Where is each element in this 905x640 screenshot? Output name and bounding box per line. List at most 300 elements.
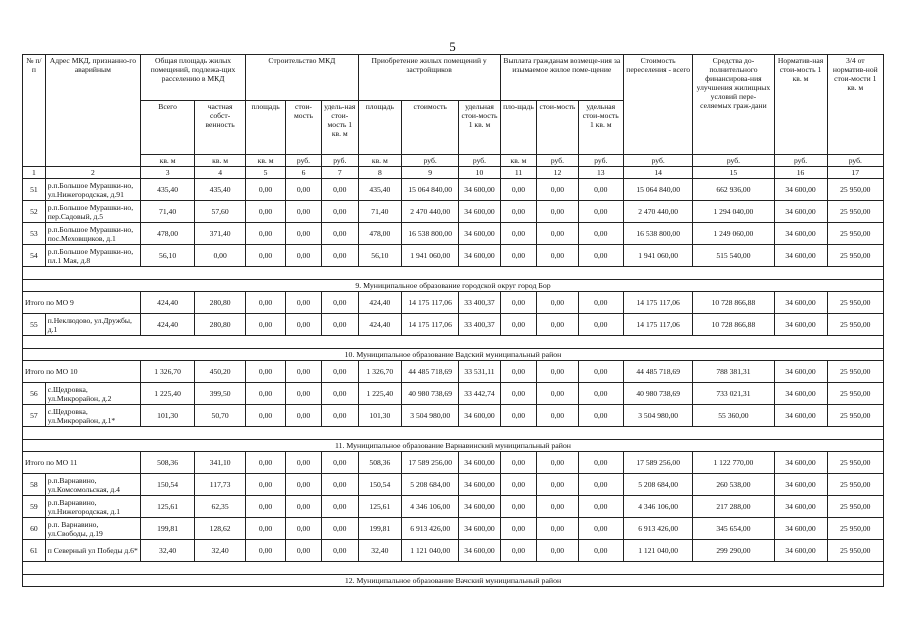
header-unit: кв. м [358,155,401,167]
table-cell: 260 538,00 [693,474,774,496]
table-cell: 34 600,00 [459,405,500,427]
table-cell: 0,00 [578,245,624,267]
table-cell: 478,00 [141,223,195,245]
table-cell: 34 600,00 [774,314,827,336]
header-col-index: 14 [624,167,693,179]
table-cell: 0,00 [321,223,358,245]
header-unit: кв. м [141,155,195,167]
table-cell: 5 208 684,00 [624,474,693,496]
table-cell: 3 504 980,00 [624,405,693,427]
table-cell: 0,00 [286,223,322,245]
table-cell: 0,00 [321,474,358,496]
table-cell: 0,00 [500,452,537,474]
table-cell: 0,00 [321,540,358,562]
table-cell: 1 122 770,00 [693,452,774,474]
table-cell: 14 175 117,06 [402,314,459,336]
table-cell: 25 950,00 [827,474,883,496]
table-cell: 16 538 800,00 [402,223,459,245]
header-subcol: Всего [141,101,195,155]
table-cell: 34 600,00 [774,518,827,540]
table-cell: 50,70 [195,405,246,427]
section-title: 12. Муниципальное образование Вачский муниципальный район [23,575,884,587]
table-cell: 0,00 [321,179,358,201]
table-cell: 199,81 [358,518,401,540]
table-cell: 6 913 426,00 [402,518,459,540]
header-unit: руб. [827,155,883,167]
table-cell: 4 346 106,00 [624,496,693,518]
header-col-index: 7 [321,167,358,179]
header-subcol: стоимость [402,101,459,155]
table-cell: 0,00 [537,361,578,383]
table-cell: 424,40 [141,314,195,336]
table-cell: 478,00 [358,223,401,245]
table-cell: 0,00 [500,405,537,427]
header-col-index: 8 [358,167,401,179]
table-cell: 0,00 [286,383,322,405]
table-cell: 0,00 [578,518,624,540]
row-number: 52 [23,201,46,223]
table-cell: 3 504 980,00 [402,405,459,427]
section-title: 9. Муниципальное образование городской округ город Бор [23,280,884,292]
table-cell: 0,00 [578,452,624,474]
table-cell: 0,00 [246,383,286,405]
table-cell: 0,00 [537,405,578,427]
table-cell: 25 950,00 [827,383,883,405]
table-cell: 217 288,00 [693,496,774,518]
table-cell: 34 600,00 [459,496,500,518]
table-row [23,245,884,267]
table-cell: 34 600,00 [774,361,827,383]
table-cell: 25 950,00 [827,314,883,336]
table-cell: 128,62 [195,518,246,540]
table-cell: 0,00 [578,292,624,314]
row-address: с.Щедровка, ул.Микрорайон, д.1* [45,405,140,427]
table-cell: 101,30 [141,405,195,427]
total-row [23,361,884,383]
table-cell: 1 326,70 [358,361,401,383]
table-cell: 0,00 [321,452,358,474]
table-cell: 0,00 [286,452,322,474]
header-col-index: 10 [459,167,500,179]
table-cell: 33 400,37 [459,314,500,336]
table-cell: 1 941 060,00 [624,245,693,267]
table-cell: 32,40 [195,540,246,562]
table-cell: 34 600,00 [459,474,500,496]
table-cell: 435,40 [358,179,401,201]
table-cell: 299 290,00 [693,540,774,562]
row-address: р.п.Большое Мурашки-но, ул.Нижегородская, д.91 [45,179,140,201]
table-cell: 0,00 [286,496,322,518]
table-cell: 0,00 [500,245,537,267]
table-cell: 0,00 [246,518,286,540]
header-col-index: 12 [537,167,578,179]
header-col-index: 16 [774,167,827,179]
table-cell: 117,73 [195,474,246,496]
table-cell: 14 175 117,06 [624,314,693,336]
spacer-cell [23,267,884,280]
table-cell: 0,00 [500,518,537,540]
header-col-construction: Строительство МКД [246,55,359,101]
table-cell: 0,00 [246,361,286,383]
table-cell: 17 589 256,00 [624,452,693,474]
header-subcol: удель-ная стои-мость 1 кв. м [321,101,358,155]
spacer-row [23,267,884,280]
table-cell: 0,00 [246,179,286,201]
header-subcol: удельная стои-мость 1 кв. м [459,101,500,155]
header-col-index: 3 [141,167,195,179]
table-cell: 34 600,00 [774,383,827,405]
row-address: п Северный ул Победы д.6* [45,540,140,562]
table-cell: 0,00 [246,474,286,496]
table-cell: 0,00 [321,361,358,383]
table-cell: 0,00 [286,179,322,201]
table-cell: 0,00 [321,496,358,518]
header-col-number: № п/п [23,55,46,167]
table-cell: 25 950,00 [827,518,883,540]
header-col-index: 15 [693,167,774,179]
spacer-cell [23,427,884,440]
table-cell: 733 021,31 [693,383,774,405]
table-cell: 0,00 [286,474,322,496]
table-cell: 32,40 [358,540,401,562]
header-col-index: 11 [500,167,537,179]
table-cell: 17 589 256,00 [402,452,459,474]
header-col-address: Адрес МКД, признанно-го аварийным [45,55,140,167]
table-cell: 34 600,00 [774,201,827,223]
table-cell: 150,54 [358,474,401,496]
row-address: р.п.Большое Мурашки-но, пер.Садовый, д.5 [45,201,140,223]
table-cell: 33 442,74 [459,383,500,405]
spacer-row [23,427,884,440]
table-cell: 371,40 [195,223,246,245]
table-cell: 0,00 [246,314,286,336]
table-body [23,179,884,587]
table-cell: 25 950,00 [827,496,883,518]
table-cell: 0,00 [578,474,624,496]
header-unit: кв. м [246,155,286,167]
table-cell: 508,36 [141,452,195,474]
table-cell: 34 600,00 [459,201,500,223]
table-cell: 25 950,00 [827,452,883,474]
row-number: 59 [23,496,46,518]
table-cell: 125,61 [358,496,401,518]
table-cell: 0,00 [537,179,578,201]
table-cell: 6 913 426,00 [624,518,693,540]
row-address: п.Неклюдово, ул.Дружбы, д.1 [45,314,140,336]
table-cell: 34 600,00 [459,518,500,540]
table-cell: 1 294 040,00 [693,201,774,223]
spacer-row [23,562,884,575]
table-cell: 0,00 [321,292,358,314]
table-cell: 0,00 [500,292,537,314]
table-cell: 25 950,00 [827,292,883,314]
table-cell: 25 950,00 [827,540,883,562]
spacer-row [23,336,884,349]
table-cell: 0,00 [578,223,624,245]
table-cell: 508,36 [358,452,401,474]
table-cell: 0,00 [286,292,322,314]
header-unit: руб. [774,155,827,167]
row-number: 58 [23,474,46,496]
header-col-index: 5 [246,167,286,179]
table-cell: 0,00 [537,452,578,474]
table-row [23,179,884,201]
total-label: Итого по МО 9 [23,292,141,314]
table-cell: 25 950,00 [827,223,883,245]
table-cell: 0,00 [537,314,578,336]
header-unit: руб. [578,155,624,167]
row-address: р.п.Варнавино, ул.Комсомольская, д.4 [45,474,140,496]
table-cell: 25 950,00 [827,361,883,383]
table-cell: 25 950,00 [827,201,883,223]
table-row [23,474,884,496]
section-row [23,280,884,292]
header-col-compensation: Выплата гражданам возмеще-ния за изымаемое жилое поме-щение [500,55,623,101]
table-cell: 150,54 [141,474,195,496]
table-cell: 399,50 [195,383,246,405]
table-header [23,55,884,179]
header-subcol: частная собст-венность [195,101,246,155]
table-cell: 34 600,00 [459,540,500,562]
header-col-index: 1 [23,167,46,179]
header-col-purchase: Приобретение жилых помещений у застройщиков [358,55,500,101]
header-unit: руб. [321,155,358,167]
table-cell: 15 064 840,00 [402,179,459,201]
table-cell: 0,00 [578,496,624,518]
table-cell: 10 728 866,88 [693,292,774,314]
table-cell: 71,40 [358,201,401,223]
row-address: р.п. Варнавино, ул.Свободы, д.19 [45,518,140,540]
header-col-norm-cost: Норматив-ная стои-мость 1 кв. м [774,55,827,155]
table-cell: 71,40 [141,201,195,223]
header-unit: руб. [286,155,322,167]
section-row [23,349,884,361]
page-number: 5 [449,39,456,54]
table-cell: 424,40 [358,292,401,314]
table-cell: 435,40 [195,179,246,201]
table-cell: 32,40 [141,540,195,562]
total-row [23,452,884,474]
table-cell: 0,00 [246,292,286,314]
table-cell: 0,00 [195,245,246,267]
section-row [23,575,884,587]
table-cell: 662 936,00 [693,179,774,201]
table-cell: 14 175 117,06 [402,292,459,314]
table-cell: 25 950,00 [827,179,883,201]
table-cell: 0,00 [286,245,322,267]
table-cell: 40 980 738,69 [402,383,459,405]
table-cell: 0,00 [321,245,358,267]
table-cell: 2 470 440,00 [624,201,693,223]
table-cell: 0,00 [246,223,286,245]
spacer-cell [23,336,884,349]
table-cell: 34 600,00 [774,223,827,245]
table-row [23,405,884,427]
table-row [23,201,884,223]
table-cell: 33 400,37 [459,292,500,314]
table-row [23,496,884,518]
table-cell: 0,00 [246,201,286,223]
header-unit: руб. [693,155,774,167]
table-cell: 56,10 [141,245,195,267]
table-cell: 345 654,00 [693,518,774,540]
table-cell: 56,10 [358,245,401,267]
table-cell: 0,00 [246,540,286,562]
row-address: р.п.Большое Мурашки-но, пл.1 Мая, д.8 [45,245,140,267]
table-cell: 125,61 [141,496,195,518]
table-cell: 0,00 [246,405,286,427]
table-cell: 0,00 [500,383,537,405]
header-unit: руб. [624,155,693,167]
table-cell: 34 600,00 [774,496,827,518]
table-cell: 34 600,00 [774,245,827,267]
table-cell: 0,00 [500,314,537,336]
table-cell: 0,00 [321,383,358,405]
table-cell: 1 225,40 [141,383,195,405]
header-col-index: 2 [45,167,140,179]
row-address: р.п.Варнавино, ул.Нижегородская, д.1 [45,496,140,518]
table-cell: 0,00 [321,518,358,540]
table-cell: 1 121 040,00 [402,540,459,562]
header-subcol: стои-мость [286,101,322,155]
header-col-total-area: Общая площадь жилых помещений, подлежа-щих расселению в МКД [141,55,246,101]
table-cell: 1 249 060,00 [693,223,774,245]
table-cell: 33 531,11 [459,361,500,383]
table-cell: 62,35 [195,496,246,518]
table-cell: 1 225,40 [358,383,401,405]
row-number: 57 [23,405,46,427]
table-cell: 34 600,00 [774,540,827,562]
resettlement-table [22,54,884,587]
header-unit: руб. [459,155,500,167]
table-cell: 0,00 [500,201,537,223]
table-cell: 55 360,00 [693,405,774,427]
total-row [23,292,884,314]
table-cell: 1 326,70 [141,361,195,383]
row-number: 55 [23,314,46,336]
table-cell: 0,00 [537,201,578,223]
table-cell: 34 600,00 [774,405,827,427]
table-cell: 424,40 [358,314,401,336]
table-cell: 34 600,00 [774,292,827,314]
row-address: с.Щедровка, ул.Микрорайон, д.2 [45,383,140,405]
table-cell: 0,00 [286,405,322,427]
table-cell: 16 538 800,00 [624,223,693,245]
header-unit: руб. [537,155,578,167]
table-cell: 0,00 [286,540,322,562]
header-subcol: площадь [246,101,286,155]
table-cell: 0,00 [321,405,358,427]
table-cell: 25 950,00 [827,405,883,427]
table-cell: 280,80 [195,314,246,336]
row-number: 61 [23,540,46,562]
table-row [23,223,884,245]
table-cell: 0,00 [286,361,322,383]
table-cell: 25 950,00 [827,245,883,267]
header-col-three-quarters: 3/4 от норматив-ной стои-мости 1 кв. м [827,55,883,155]
table-cell: 0,00 [500,474,537,496]
header-col-index: 9 [402,167,459,179]
header-unit: кв. м [500,155,537,167]
table-cell: 0,00 [578,361,624,383]
table-cell: 34 600,00 [459,452,500,474]
table-cell: 0,00 [246,452,286,474]
table-cell: 34 600,00 [459,223,500,245]
table-cell: 34 600,00 [459,179,500,201]
table-cell: 0,00 [537,496,578,518]
table-row [23,540,884,562]
table-cell: 0,00 [500,223,537,245]
table-row [23,314,884,336]
header-subcol: стои-мость [537,101,578,155]
section-row [23,440,884,452]
total-label: Итого по МО 11 [23,452,141,474]
table-cell: 0,00 [500,361,537,383]
table-cell: 0,00 [578,179,624,201]
table-cell: 199,81 [141,518,195,540]
row-number: 60 [23,518,46,540]
table-cell: 15 064 840,00 [624,179,693,201]
table-cell: 0,00 [321,314,358,336]
table-cell: 34 600,00 [774,179,827,201]
table-cell: 44 485 718,69 [624,361,693,383]
table-cell: 57,60 [195,201,246,223]
table-cell: 1 121 040,00 [624,540,693,562]
row-number: 53 [23,223,46,245]
table-cell: 0,00 [537,518,578,540]
table-cell: 34 600,00 [774,474,827,496]
table-cell: 515 540,00 [693,245,774,267]
table-cell: 2 470 440,00 [402,201,459,223]
table-cell: 4 346 106,00 [402,496,459,518]
table-cell: 0,00 [578,383,624,405]
table-cell: 450,20 [195,361,246,383]
table-cell: 5 208 684,00 [402,474,459,496]
table-cell: 0,00 [500,179,537,201]
table-cell: 0,00 [537,245,578,267]
table-cell: 0,00 [537,292,578,314]
table-cell: 34 600,00 [459,245,500,267]
section-title: 11. Муниципальное образование Варнавинский муниципальный район [23,440,884,452]
table-cell: 0,00 [578,540,624,562]
table-cell: 0,00 [246,245,286,267]
table-cell: 424,40 [141,292,195,314]
header-col-additional-funds: Средства до-полнительного финансирова-ния улучшения жилищных условий пере-селяемых граж-дани [693,55,774,155]
table-cell: 0,00 [286,201,322,223]
table-cell: 0,00 [500,496,537,518]
row-number: 56 [23,383,46,405]
table-cell: 44 485 718,69 [402,361,459,383]
row-number: 51 [23,179,46,201]
section-title: 10. Муниципальное образование Вадский муниципальный район [23,349,884,361]
table-cell: 10 728 866,88 [693,314,774,336]
header-unit: кв. м [195,155,246,167]
table-cell: 341,10 [195,452,246,474]
table-cell: 0,00 [578,405,624,427]
table-cell: 0,00 [286,518,322,540]
table-cell: 101,30 [358,405,401,427]
table-row [23,518,884,540]
table-row [23,383,884,405]
header-unit: руб. [402,155,459,167]
header-col-index: 6 [286,167,322,179]
table-cell: 0,00 [578,314,624,336]
header-col-index: 17 [827,167,883,179]
table-cell: 34 600,00 [774,452,827,474]
header-col-index: 4 [195,167,246,179]
total-label: Итого по МО 10 [23,361,141,383]
table-cell: 0,00 [537,474,578,496]
